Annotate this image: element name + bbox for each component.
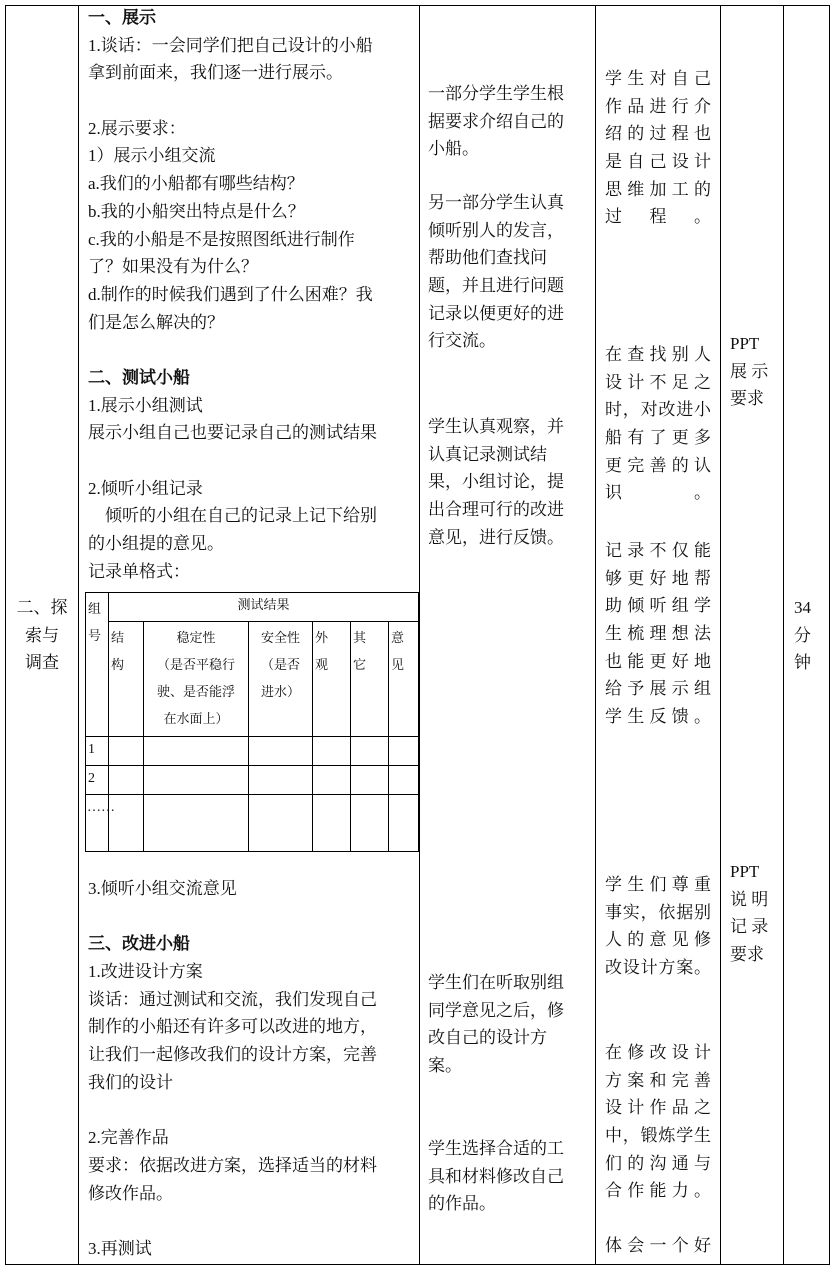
text-line: 是自己设计 bbox=[605, 152, 711, 172]
text-line: 设计作品之 bbox=[605, 1098, 711, 1118]
text-line: PPT bbox=[730, 862, 760, 881]
student-activity-block bbox=[428, 413, 564, 551]
text-line: 思维加工的 bbox=[605, 179, 711, 199]
text-line: 另一部分学生认真 bbox=[428, 193, 564, 212]
text-line: 1）展示小组交流 bbox=[88, 146, 216, 166]
media-block bbox=[730, 330, 768, 413]
text-line: b.我的小船突出特点是什么？ bbox=[88, 201, 305, 221]
header-line: （是否平稳行 bbox=[156, 658, 235, 673]
teacher-activity-part1 bbox=[88, 4, 377, 585]
text-line: 1.谈话：一会同学们把自己设计的小船 bbox=[88, 35, 373, 55]
text-line: 制作的小船还有许多可以改进的地方， bbox=[88, 1017, 377, 1037]
header-line: 驶、是否能浮 bbox=[156, 685, 235, 700]
text-line: 让我们一起修改我们的设计方案，完善 bbox=[88, 1045, 377, 1065]
text-line: d.制作的时候我们遇到了什么困难？我 bbox=[88, 284, 373, 304]
column-divider bbox=[720, 5, 721, 1265]
text-line: 们是怎么解决的？ bbox=[88, 312, 224, 332]
text-line: 修改作品。 bbox=[88, 1183, 173, 1203]
text-line: 出合理可行的改进 bbox=[428, 500, 564, 520]
header-line: 组 bbox=[88, 602, 102, 617]
text-line: 题，并且进行问题 bbox=[428, 276, 564, 296]
text-line: 具和材料修改自己 bbox=[428, 1166, 564, 1186]
header-group-number bbox=[86, 593, 109, 737]
text-line: 展 示 bbox=[730, 361, 769, 381]
text-line: 时，对改进小 bbox=[605, 400, 711, 420]
design-intent-block bbox=[605, 341, 711, 507]
text-line: 们的沟通与 bbox=[605, 1153, 711, 1173]
text-line: 拿到前面来，我们逐一进行展示。 bbox=[88, 63, 343, 83]
text-line: 记录单格式： bbox=[88, 561, 190, 581]
text-line bbox=[88, 1097, 377, 1125]
text-line: 一部分学生学生根 bbox=[428, 84, 564, 103]
media-block bbox=[730, 858, 768, 969]
design-intent-block bbox=[605, 537, 711, 731]
text-line: 说 明 bbox=[730, 889, 769, 909]
header-line: 在水面上） bbox=[163, 712, 229, 727]
text-line: 的小组提的意见。 bbox=[88, 534, 224, 554]
text-line bbox=[88, 87, 377, 115]
text-line: 3.倾听小组交流意见 bbox=[88, 879, 237, 898]
header-line: 结 bbox=[111, 631, 125, 646]
text-line: 学生反馈。 bbox=[605, 707, 711, 727]
text-line: 在查找别人 bbox=[605, 345, 711, 364]
text-line: 事实，依据别 bbox=[605, 902, 711, 922]
text-line: 学生们在听取别组 bbox=[428, 973, 564, 992]
text-line: 船有了更多 bbox=[605, 428, 711, 448]
record-form-table bbox=[85, 592, 419, 852]
text-line: 作品进行介 bbox=[605, 96, 711, 116]
section-label-line: 调查 bbox=[25, 653, 59, 673]
header-line: 见 bbox=[391, 658, 405, 673]
text-line: 2.倾听小组记录 bbox=[88, 478, 203, 498]
text-line: 倾听的小组在自己的记录上记下给别 bbox=[88, 506, 377, 526]
time-unit: 钟 bbox=[794, 653, 811, 673]
time-unit: 分 bbox=[794, 625, 811, 645]
text-line: 据要求介绍自己的 bbox=[428, 111, 564, 131]
student-activity-block bbox=[428, 1135, 564, 1218]
text-line: 要求：依据改进方案，选择适当的材料 bbox=[88, 1155, 377, 1175]
design-intent-block bbox=[605, 1232, 711, 1260]
text-line: 的作品。 bbox=[428, 1194, 496, 1214]
text-line: 更完善的认 bbox=[605, 455, 711, 475]
header-line: 其 bbox=[353, 631, 367, 646]
text-line bbox=[88, 903, 377, 931]
text-line: 学生对自己 bbox=[605, 69, 711, 88]
header-line: 稳定性 bbox=[176, 631, 216, 646]
row-number: …… bbox=[86, 795, 109, 852]
text-line: 一、展示 bbox=[88, 8, 156, 27]
text-line: 在修改设计 bbox=[605, 1043, 711, 1062]
text-line: 2.完善作品 bbox=[88, 1128, 169, 1148]
column-divider bbox=[595, 5, 596, 1265]
text-line: 帮助他们查找问 bbox=[428, 248, 547, 268]
design-intent-block bbox=[605, 871, 711, 982]
section-label-cell bbox=[12, 594, 72, 677]
text-line: 行交流。 bbox=[428, 331, 496, 351]
header-safety bbox=[249, 622, 313, 737]
text-line: 记录以便更好的进 bbox=[428, 303, 564, 323]
text-line: 方案和完善 bbox=[605, 1070, 711, 1090]
text-line: 体会一个好 bbox=[605, 1236, 711, 1255]
student-activity-block bbox=[428, 969, 564, 1080]
text-line: 1.改进设计方案 bbox=[88, 962, 203, 982]
text-line: 意见，进行反馈。 bbox=[428, 527, 564, 547]
text-line: 给予展示组 bbox=[605, 679, 711, 699]
text-line: 小船。 bbox=[428, 139, 479, 159]
header-line: 外 bbox=[315, 631, 329, 646]
row-number: 1 bbox=[86, 737, 109, 766]
text-line: 记录不仅能 bbox=[605, 541, 711, 560]
column-divider bbox=[78, 5, 79, 1265]
text-line: 我们的设计 bbox=[88, 1072, 173, 1092]
text-line: 助倾听组学 bbox=[605, 596, 711, 616]
header-line: 观 bbox=[315, 658, 329, 673]
text-line: 谈话：通过测试和交流，我们发现自己 bbox=[88, 989, 377, 1009]
teacher-activity-part2 bbox=[88, 875, 377, 1263]
header-line: 它 bbox=[353, 658, 367, 673]
column-divider bbox=[783, 5, 784, 1265]
text-line: 过程。 bbox=[605, 207, 711, 227]
section-label-line: 索与 bbox=[25, 625, 59, 645]
text-line: 学生选择合适的工 bbox=[428, 1139, 564, 1158]
text-line: 记 录 bbox=[730, 917, 769, 937]
time-value: 34 bbox=[794, 598, 811, 617]
text-line: 中，锻炼学生 bbox=[605, 1126, 711, 1146]
text-line bbox=[88, 336, 377, 364]
text-line: 3.再测试 bbox=[88, 1238, 152, 1258]
header-opinion bbox=[389, 622, 419, 737]
text-line: 人的意见修 bbox=[605, 930, 711, 950]
text-line: 要求 bbox=[730, 389, 764, 409]
text-line: 也能更好地 bbox=[605, 651, 711, 671]
text-line: 展示小组自己也要记录自己的测试结果 bbox=[88, 423, 377, 443]
time-cell bbox=[794, 594, 811, 677]
text-line bbox=[88, 1207, 377, 1235]
header-line: 进水） bbox=[260, 685, 300, 700]
text-line: 设计不足之 bbox=[605, 372, 711, 392]
column-divider bbox=[419, 5, 420, 1265]
header-line: 安全性 bbox=[260, 631, 300, 646]
text-line: 生梳理想法 bbox=[605, 624, 711, 644]
text-line: PPT bbox=[730, 334, 760, 353]
header-other bbox=[351, 622, 389, 737]
text-line: 案。 bbox=[428, 1056, 462, 1076]
text-line: 识。 bbox=[605, 483, 711, 503]
text-line: 合作能力。 bbox=[605, 1181, 711, 1201]
section-label-line: 二、探 bbox=[16, 598, 68, 617]
header-stability bbox=[144, 622, 249, 737]
text-line: 改设计方案。 bbox=[605, 958, 711, 978]
design-intent-block bbox=[605, 1039, 711, 1205]
header-line: （是否 bbox=[260, 658, 300, 673]
text-line: 够更好地帮 bbox=[605, 568, 711, 588]
text-line: 二、测试小船 bbox=[88, 367, 190, 387]
text-line: 果，小组讨论，提 bbox=[428, 472, 564, 492]
text-line: 了？如果没有为什么？ bbox=[88, 257, 258, 277]
text-line: 同学意见之后，修 bbox=[428, 1000, 564, 1020]
header-line: 意 bbox=[391, 631, 405, 646]
header-test-results: 测试结果 bbox=[109, 593, 419, 622]
text-line: 改自己的设计方 bbox=[428, 1028, 547, 1048]
text-line: a.我们的小船都有哪些结构？ bbox=[88, 174, 304, 194]
header-appearance bbox=[313, 622, 351, 737]
text-line: 倾听别人的发言， bbox=[428, 220, 564, 240]
text-line: 三、改进小船 bbox=[88, 934, 190, 954]
text-line: 学生认真观察，并 bbox=[428, 417, 564, 436]
text-line: 2.展示要求： bbox=[88, 118, 186, 138]
design-intent-block bbox=[605, 65, 711, 231]
header-line: 号 bbox=[88, 629, 102, 644]
text-line: 认真记录测试结 bbox=[428, 444, 547, 464]
text-line: 要求 bbox=[730, 945, 764, 965]
student-activity-block bbox=[428, 189, 564, 355]
header-line: 构 bbox=[111, 658, 125, 673]
header-structure bbox=[109, 622, 144, 737]
student-activity-block bbox=[428, 80, 564, 163]
text-line: 绍的过程也 bbox=[605, 124, 711, 144]
text-line: 1.展示小组测试 bbox=[88, 395, 203, 415]
text-line: c.我的小船是不是按照图纸进行制作 bbox=[88, 229, 355, 249]
text-line bbox=[88, 447, 377, 475]
text-line: 学生们尊重 bbox=[605, 875, 711, 894]
row-number: 2 bbox=[86, 766, 109, 795]
